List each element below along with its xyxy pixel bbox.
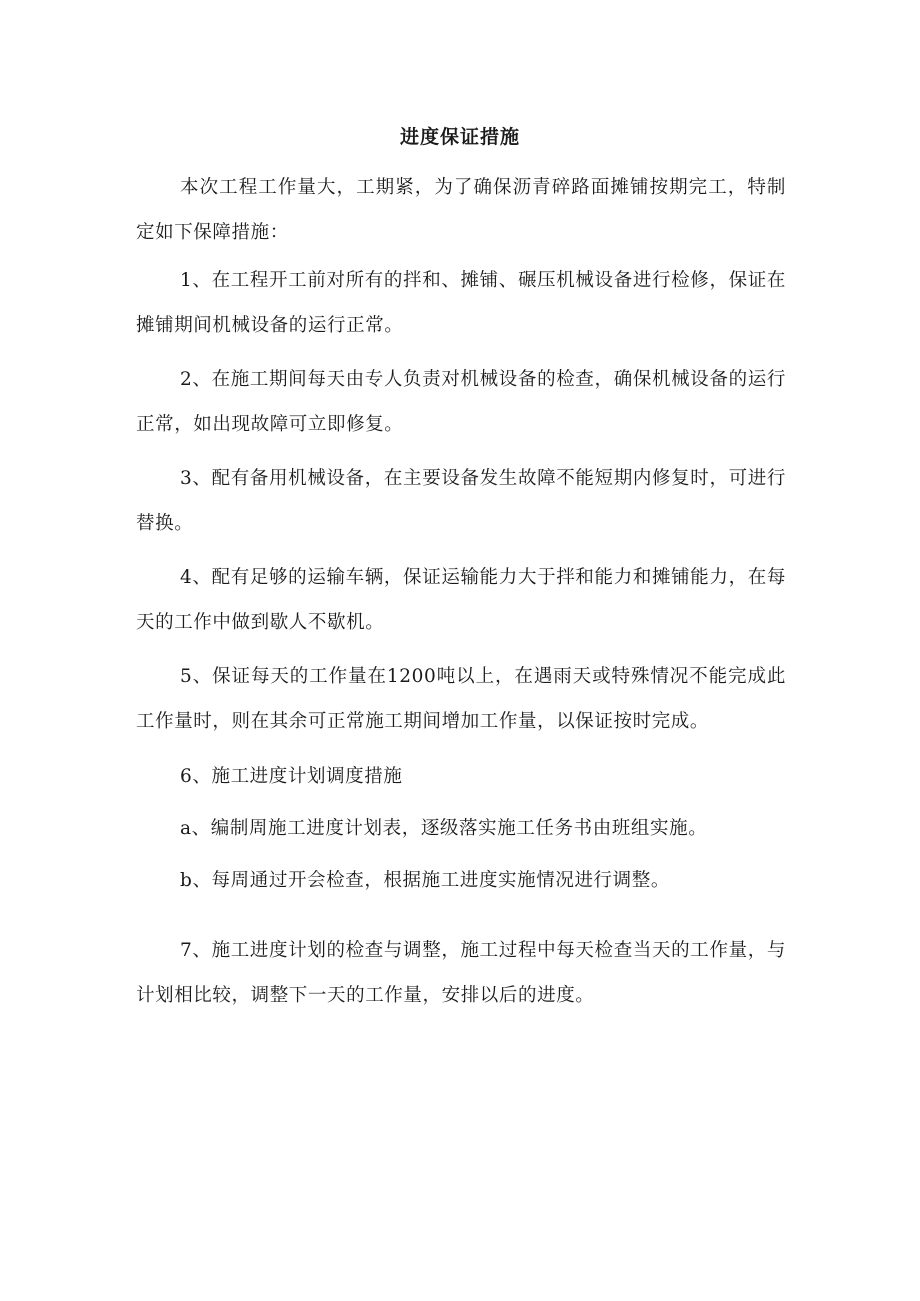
measure-item-2: 2、在施工期间每天由专人负责对机械设备的检查，确保机械设备的运行正常，如出现故障可立即修复。: [136, 369, 786, 435]
measure-item-1: 1、在工程开工前对所有的拌和、摊铺、碾压机械设备进行检修，保证在摊铺期间机械设备的运行正常。: [136, 270, 786, 336]
intro-paragraph: 本次工程工作量大，工期紧，为了确保沥青碎路面摊铺按期完工，特制定如下保障措施：: [136, 177, 786, 243]
measure-item-3: 3、配有备用机械设备，在主要设备发生故障不能短期内修复时，可进行替换。: [136, 468, 786, 534]
measure-item-5: 5、保证每天的工作量在1200吨以上，在遇雨天或特殊情况不能完成此工作量时，则在其余可正常施工期间增加工作量，以保证按时完成。: [136, 666, 786, 732]
measure-item-7: 7、施工进度计划的检查与调整，施工过程中每天检查当天的工作量，与计划相比较，调整下一天的工作量，安排以后的进度。: [136, 940, 786, 1006]
document-title: 进度保证措施: [399, 126, 520, 148]
measure-item-4: 4、配有足够的运输车辆，保证运输能力大于拌和能力和摊铺能力，在每天的工作中做到歇人不歇机。: [136, 567, 786, 633]
measure-item-6b: b、每周通过开会检查，根据施工进度实施情况进行调整。: [180, 870, 670, 891]
measure-item-6a: a、编制周施工进度计划表，逐级落实施工任务书由班组实施。: [180, 818, 708, 839]
measure-item-6: 6、施工进度计划调度措施: [180, 766, 403, 787]
